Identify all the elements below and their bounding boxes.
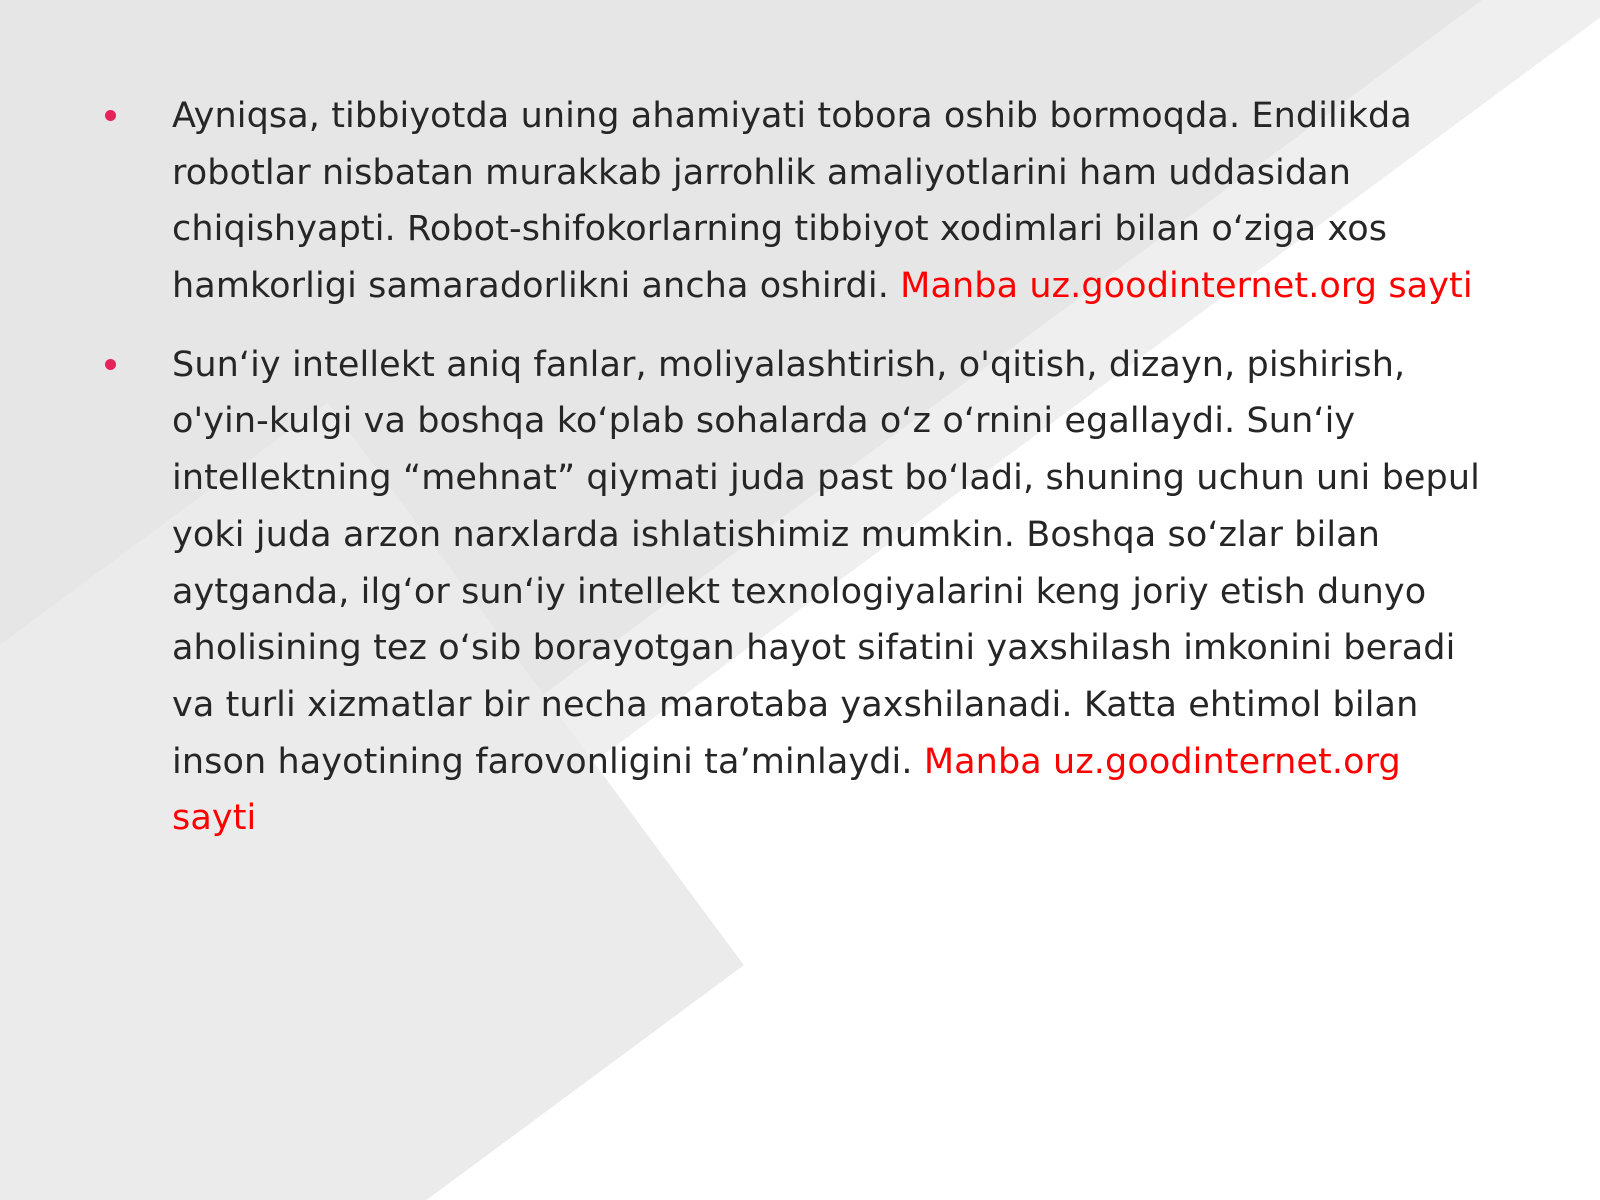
bullet-text: Sun‘iy intellekt aniq fanlar, moliyalashtirish, o'qitish, dizayn, pishirish, o'yin-kulgi va boshqa ko‘plab sohalarda o‘z o‘rnini egallaydi. Sun‘iy intellektning “mehnat” qiymati juda past bo‘ladi, shuning uchun uni bepul yoki juda arzon narxlarda ishlatishimiz mumkin. Boshqa so‘zlar bilan aytganda, ilg‘or sun‘iy intellekt texnologiyalarini keng joriy etish dunyo aholisining tez o‘sib borayotgan hayot sifatini yaxshilash imkonini beradi va turli xizmatlar bir necha marotaba yaxshilanadi. Katta ehtimol bilan inson hayotining farovonligini ta’minlaydi.: [172, 344, 1480, 782]
list-item: [100, 88, 1480, 315]
bullet-dot-icon: [105, 359, 116, 370]
list-item: [100, 337, 1480, 847]
bullet-list: [100, 88, 1480, 847]
bullet-text: Ayniqsa, tibbiyotda uning ahamiyati tobora oshib bormoqda. Endilikda robotlar nisbatan murakkab jarrohlik amaliyotlarini ham uddasidan chiqishyapti. Robot-shifokorlarning tibbiyot xodimlari bilan o‘ziga xos hamkorligi samaradorlikni ancha oshirdi.: [172, 96, 1412, 307]
source-link[interactable]: Manba uz.goodinternet.org sayti: [900, 266, 1473, 307]
bullet-dot-icon: [105, 110, 116, 121]
source-link[interactable]: Manba uz.goodinternet.org sayti: [172, 741, 1401, 839]
